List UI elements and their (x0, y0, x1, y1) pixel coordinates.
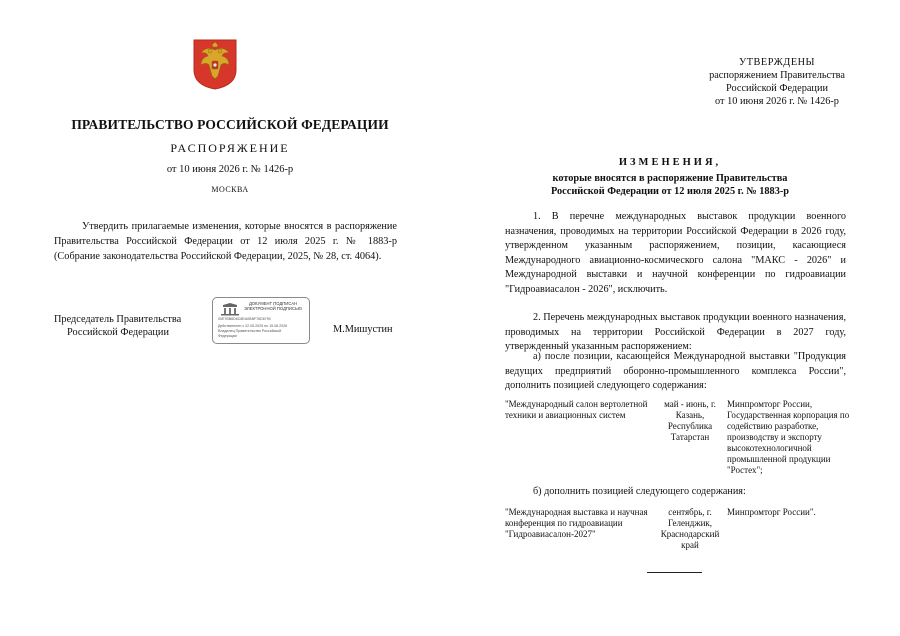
signature-stamp-owner: Владелец Правительство Российской (218, 329, 282, 333)
signature-stamp-emblem-icon (219, 303, 241, 316)
signer-title-line1: Председатель Правительства (54, 314, 182, 325)
changes-subtitle-line2: Российской Федерации от 12 июля 2025 г. № 1883-р (551, 186, 789, 197)
electronic-signature-stamp (212, 297, 310, 344)
paragraph-1: 1. В перечне международных выставок продукции военного назначения, проводимых на территории Российской Федерации в 2026 году, утвержденном указанным распоряжением, позиции, касающиеся Международного авиационно-космического салона "МАКС - 2026" и Международной выставки и научной конференции по гидроавиации "Гидроавиасалон - 2026", исключить. (505, 211, 846, 295)
exhibition-organizer: Минпромторг России, Государственная корпорация по содействию разработке, производству и экспорту высокотехнологичной промышленной продукции "Ростех"; (727, 399, 850, 475)
exhibition-place: май - июнь, г. Казань, Республика Татарстан (664, 399, 716, 442)
approval-line: Российской Федерации (726, 83, 828, 94)
decree-body: Утвердить прилагаемые изменения, которые вносятся в распоряжение Правительства Российской Федерации от 12 июля 2025 г. № 1883-р (Собрание законодательства Российской Федерации, 2025, № 28, ст. 4064). (54, 221, 397, 262)
exhibition-row (505, 399, 850, 477)
exhibition-organizer: Минпромторг России". (727, 507, 816, 517)
exhibition-name: "Международный салон вертолетной техники и авиационных систем (505, 399, 648, 420)
government-title: ПРАВИТЕЛЬСТВО РОССИЙСКОЙ ФЕДЕРАЦИИ (71, 117, 389, 132)
signature-stamp-owner-cont: Федерации (218, 334, 237, 338)
approval-line: от 10 июня 2026 г. № 1426-р (715, 96, 839, 107)
changes-subtitle (500, 172, 840, 198)
paragraph-2: 2. Перечень международных выставок продукции военного назначения, проводимых на территории Российской Федерации в 2027 году, утвержденный указанным распоряжением: (505, 312, 846, 352)
decree-title: РАСПОРЯЖЕНИЕ (170, 141, 290, 155)
signature-stamp-validity: Действителен с 22.05.2025 по 15.08.2026 (218, 324, 288, 328)
approval-heading: УТВЕРЖДЕНЫ (738, 57, 816, 68)
end-rule-divider (647, 572, 702, 573)
exhibition-place: сентябрь, г. Геленджик, Краснодарский край (660, 507, 720, 550)
coat-of-arms-emblem-icon (192, 38, 238, 90)
decree-city: МОСКВА (211, 185, 249, 194)
approval-line: распоряжением Правительства (709, 70, 845, 81)
paragraph-2a: а) после позиции, касающейся Международной выставки "Продукция ведущих предприятий оборонно-промышленного комплекса России", дополнить позицией следующего содержания: (505, 351, 846, 391)
changes-subtitle-line1: которые вносятся в распоряжение Правительства (552, 173, 788, 184)
signer-title-line2: Российской Федерации (67, 327, 169, 338)
exhibition-row (505, 507, 846, 553)
changes-title: ИЗМЕНЕНИЯ, (618, 157, 722, 168)
signer-title (54, 313, 181, 339)
decree-date-number: от 10 июня 2026 г. № 1426-р (166, 164, 294, 175)
approval-block (702, 56, 852, 108)
signer-name: М.Мишустин (333, 324, 393, 335)
signature-stamp-header: ДОКУМЕНТ ПОДПИСАН ЭЛЕКТРОННОЙ ПОДПИСЬЮ (244, 301, 302, 311)
paragraph-2b: б) дополнить позицией следующего содержания: (533, 486, 746, 497)
signature-stamp-certificate: 00E7BB6D6C8EA0BBF76D6790 (218, 317, 271, 321)
exhibition-name: "Международная выставка и научная конференция по гидроавиации "Гидроавиасалон-2027" (505, 507, 648, 539)
